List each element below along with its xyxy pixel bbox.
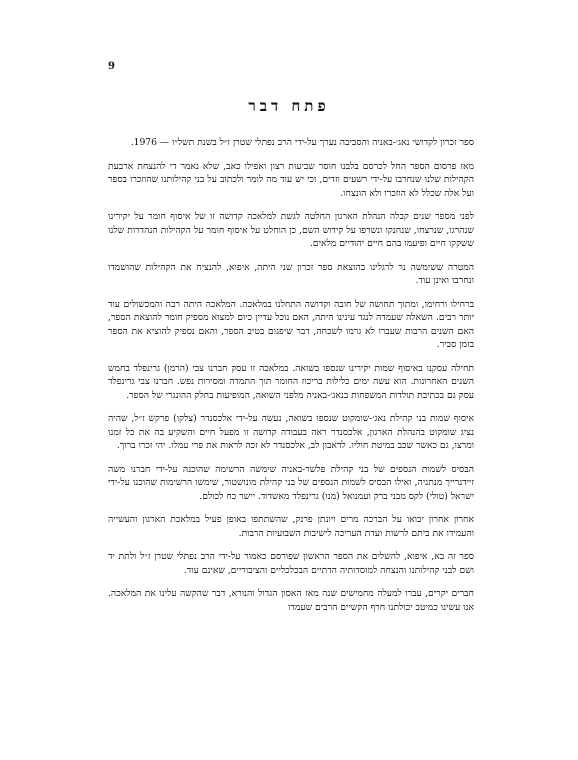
paragraph: המטרה ששימשה נר לרגלינו בהוצאת ספר זכרון שני היתה, איפוא, להנציח את הקהילות שהושמדו ונחרבו ואינן עוד. <box>108 261 474 286</box>
page-title: פתח דבר <box>248 97 330 115</box>
paragraph: תחילה עסקנו באיסוף שמות יקירינו שנספו בשואה. במלאכה זו עסק חברנו צבי (הרמן) גרינפלד בחמש השנים האחרונות. הוא עשה ימים כלילות בריכוז החומר תוך התמדה ומסירות נפש. חברנו צבי גרינפלד עסק גם בכתיבת תולדות המשפחות בנאג׳-באניה מלפני השואה, המופיעות בחלק ההונגרי של הספר. <box>108 362 474 401</box>
paragraph: אחרון אחרון יבואו על הברכה מרים ויונתן פרנק, שהשתתפו באופן פעיל במלאכת הארגון והעשייה והעמידו את ביתם לרשות ועדת העריכה לישיבות השבועיות הרבות. <box>108 514 474 539</box>
page-number: 9 <box>108 61 115 72</box>
paragraph: חברים יקרים, עברו למעלה מחמישים שנה מאז האסון הגדול והנורא, דבר שהקשה עלינו את המלאכה. אנו עשינו כמיטב יכולתנו חרף הקשיים הרבים שעמדו <box>108 588 474 613</box>
paragraph: ספר זה בא, איפוא, להשלים את הספר הראשון שפורסם כאמור על-ידי הרב נפתלי שטרן ז״ל ולתת יד ושם לבני קהילותנו והנצחה למוסדותיה הדתיים הבכלכליים והציבוריים, שאינם עוד. <box>108 551 474 576</box>
paragraph: הבסיס לשמות הנספים של בני קהילת פלשר-באניה שימשה הרשימה שהוכנה על-ידי חברנו משה זיידנרייך מנתניה, ואילו הבסיס לשמות הנספים של בני קהילת מונושטור, שימשו הרשימות שהוכנו על-ידי ישראל (טולי) לקס מבני ברק ועמנואל (מנו) גרינפלד מאשדוד. יישר כח לכולם. <box>108 463 474 502</box>
paragraph: ברחילו ורחימו, ומתוך תחושה של חובה וקדושה התחלנו במלאכה. המלאכה היתה רבה והמכשולים עוד יותר רבים. השאלה שעמדה לנגד עינינו היתה, האם נוכל עדיין כיום למצוא מספיק חומר להוצאת הספר, האם השנים הרבות שעברו לא גרמו לשכחה, דבר שיפגום בטיב הספר, והאם נספיק להוציא את הספר בזמן סביר. <box>108 298 474 350</box>
document-body <box>108 136 474 624</box>
paragraph: לפני מספר שנים קבלה הנהלת הארגון החלטה לגשת למלאכה קדושה זו של איסוף חומר על יקירינו שנהרגו, שנרצחו, שנחנקו ונשרפו על קידוש השם, כן הוחלט על איסוף חומר על הקהילות הנהדרות שלנו ששקקו חיים ופיעמו בהם חיים יהודיים מלאים. <box>108 211 474 249</box>
paragraph: מאז פרסום הספר החל לכרסם בלבנו חוסר שביעות רצון ואפילו כאב, שלא נאמר די להנצחת ארבעת הקהילות שלנו שנחרבו על-ידי רשעים וזדים, וכי יש עוד מה לומר ולכתוב על בני קהילותנו שהוזכרו בספר ועל אלה שכלל לא הוזכרו ולא הונצחו. <box>108 160 474 199</box>
paragraph: ספר זכרון לקדושי נאג׳-באניה והסביבה נערך על-ידי הרב נפתלי שטרן ז״ל בשנת תשל״ו — 1976. <box>130 137 474 148</box>
paragraph: איסוף שמות בני קהילת נאג׳-שומקוט שנספו בשואה, נעשה על-ידי אלכסנדר (צלקו) פרקש ז״ל, שהיה נציג שומקוט בהנהלת הארגון, אלכסנדר ראה בעבודה קדושה זו מפעל חיים והשקיע בה את כל זמנו ומרצו, גם כאשר שכב במיטת חוליו. לדאבון לב, אלכסנדר לא זכה לראות את פרי עמלו. יהי זכרו ברוך. <box>108 413 474 451</box>
